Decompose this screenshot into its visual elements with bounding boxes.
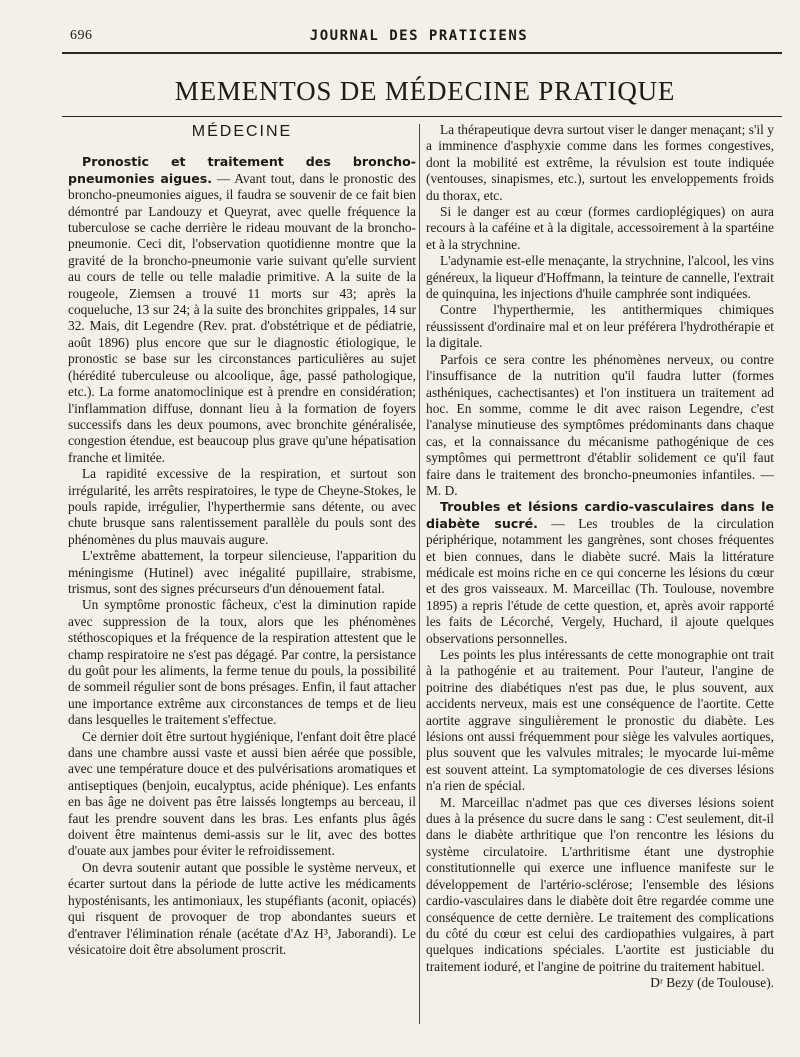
paragraph-text: — Avant tout, dans le pronostic des broncho-pneumonies aigues, il faudra se souvenir de ce fait bien démontré par Landouzy et Queyrat, avec quelle fréquence la tuberculose se cache derrière le rideau mouvant de la broncho-pneumonie. Ceci dit, l'observation quotidienne montre que la gravité de la broncho-pneumonie varie suivant qu'elle survient au cours de telle ou telle maladie primitive. A la suite de la rougeole, Ziemsen a trouvé 11 morts sur 43; après la coqueluche, 13 sur 24; à la suite des bronchites grippales, 14 sur 32. Mais, dit Legendre (Rev. prat. d'obstétrique et de pédiatrie, août 1896) plus encore que sur le diagnostic étiologique, le pronostic se base sur les circonstances particulières au sujet (hérédité tuberculeuse ou alcoolique, âge, passé pathologique, etc.). La forme anatomoclinique est à prendre en considération; l'inflammation diffuse, donnant lieu à la formation de foyers successifs dans les deux poumons, avec bronchite généralisée, congestion étendue, est beaucoup plus grave qu'une hépatisation franche et limitée. xyxy=(68,170,416,465)
column-divider xyxy=(419,124,420,1024)
paragraph-text: L'adynamie est-elle menaçante, la strychnine, l'alcool, les vins généreux, la liqueur d'Hoffmann, la teinture de cannelle, l'extrait de quinquina, les injections d'huile camphrée sont indiquées. xyxy=(426,253,774,302)
paragraph xyxy=(426,204,774,253)
paragraph xyxy=(426,352,774,500)
right-column-text xyxy=(426,122,774,992)
article-headline: Pronostic et traitement des broncho-pneumonies aigues. xyxy=(68,154,416,186)
paragraph xyxy=(426,795,774,975)
journal-name: JOURNAL DES PRATICIENS xyxy=(309,28,529,44)
paragraph-text: Les points les plus intéressants de cette monographie ont trait à la pathogénie et au traitement. Pour l'auteur, l'angine de poitrine des diabétiques n'est pas due, le plus souvent, aux accidents nerveux, mais est une conséquence de l'aortite. Cette aortite aggrave singulièrement le pronostic du diabète. Les lésions ont aussi fréquemment pour siège les valvules aortiques, plus souvent que les valvules mitrales; le myocarde lui-même est souvent atteint. La symptomatologie de ces diverses lésions n'a rien de spécial. xyxy=(426,647,774,794)
page-number: 696 xyxy=(70,28,93,43)
paragraph-text: On devra soutenir autant que possible le système nerveux, et écarter surtout dans la période de lutte active les médicaments hyposténisants, les antimoniaux, les stupéfiants (aconit, opiacés) qui risquent de provoquer de trop abondantes sueurs et d'entraver l'élimination rénale (acétate d'Az H³, Jaborandi). Le vésicatoire doit être absolument proscrit. xyxy=(68,859,416,957)
paragraph-text: Si le danger est au cœur (formes cardioplégiques) on aura recours à la caféine et à la digitale, accessoirement à la spartéine et à la strychnine. xyxy=(426,204,774,252)
title-rule xyxy=(62,116,782,117)
section-title: MÉDECINE xyxy=(191,123,293,140)
running-header xyxy=(58,28,780,50)
paragraph xyxy=(426,302,774,351)
paragraph xyxy=(426,253,774,302)
left-column xyxy=(68,122,416,1034)
paragraph-text: — Les troubles de la circulation périphérique, notamment les gangrènes, sont choses fréquentes et bien connues, dans le diabète sucré. Mais la littérature médicale est moins riche en ce qui concerne les lésions du cœur et des gros vaisseaux. M. Marceillac (Th. Toulouse, novembre 1895) a repris l'étude de cette question, et, après avoir rapporté les faits de Lécorché, Vergely, Huchard, il ajoute quelques observations personnelles. xyxy=(426,515,774,646)
paragraph-text: Un symptôme pronostic fâcheux, c'est la diminution rapide avec suppression de la toux, alors que les phénomènes stéthoscopiques et la fréquence de la respiration attestent que le champ respiratoire ne s'est pas dégagé. Par contre, la persistance du goût pour les aliments, la ferme tenue du pouls, la possibilité de sommeil régulier sont de bons présages. Enfin, il faut attacher une importance extrême aux circonstances de temps et de lieu dans lesquelles le traitement s'effectue. xyxy=(68,597,416,728)
paragraph xyxy=(68,597,416,728)
paragraph-text: La thérapeutique devra surtout viser le danger menaçant; s'il y a imminence d'asphyxie comme dans les formes congestives, dont la mobilité est extrême, la révulsion est toute indiquée (ventouses, sinapismes, etc.), surtout les enveloppements froids du thorax, etc. xyxy=(426,122,774,203)
paragraph-text: M. Marceillac n'admet pas que ces diverses lésions soient dues à la présence du sucre dans le sang : C'est seulement, dit-il dans le diabète arthritique que l'on rencontre les lésions du système circulatoire. L'arthritisme étant une dystrophie constitutionnelle qui exerce une influence manifeste sur le développement de l'artério-sclérose; l'ensemble des lésions cardio-vasculaires dans le diabète doit être regardée comme une conséquence de cette dernière. Le traitement des complications du côté du cœur est celui des cardiopathies vulgaires, à part quelques indications spéciales. L'aortite est justiciable du traitement ioduré, et l'angine de poitrine du traitement habituel. xyxy=(426,794,774,974)
paragraph xyxy=(68,729,416,860)
paragraph xyxy=(68,548,416,597)
paragraph-text: L'extrême abattement, la torpeur silencieuse, l'apparition du méningisme (Hutinel) avec inégalité pupillaire, strabisme, trismus, sont des signes précurseurs d'un dénouement fatal. xyxy=(68,548,416,596)
paragraph xyxy=(68,466,416,548)
page-title: MEMENTOS DE MÉDECINE PRATIQUE xyxy=(174,76,676,106)
right-column xyxy=(426,122,774,1034)
author-signature: Dʳ Bezy (de Toulouse). xyxy=(650,975,774,991)
paragraph-text: Parfois ce sera contre les phénomènes nerveux, ou contre l'insuffisance de la nutrition qu'il faudra lutter (formes asthéniques, cachectisantes) et l'on instituera un traitement ad hoc. En somme, comme le dit avec raison Legendre, c'est l'analyse minutieuse des symptômes prédominants dans chaque cas, et la connaissance du mécanisme pathogénique de ces symptômes qui permettront d'établir solidement ce qu'il faut faire dans le traitement des broncho-pneumonies infantiles. — M. D. xyxy=(426,351,774,498)
paragraph xyxy=(426,975,774,991)
left-column-text xyxy=(68,154,416,958)
paragraph-text: La rapidité excessive de la respiration, et surtout son irrégularité, les arrêts respiratoires, le type de Cheyne-Stokes, le pouls rapide, irrégulier, l'hyperthermie sans détente, ou avec chute brusque sans ralentissement parallèle du pouls sont des phénomènes du plus mauvais augure. xyxy=(68,466,416,547)
article-headline: Troubles et lésions cardio-vasculaires dans le diabète sucré. xyxy=(426,499,774,531)
paragraph xyxy=(426,499,774,647)
paragraph xyxy=(426,122,774,204)
paragraph xyxy=(68,154,416,466)
paragraph xyxy=(68,860,416,958)
paragraph xyxy=(426,647,774,795)
paragraph-text: Ce dernier doit être surtout hygiénique, l'enfant doit être placé dans une chambre aussi vaste et aussi bien aérée que possible, avec une température douce et des pulvérisations aromatiques et antiseptiques (benjoin, eucalyptus, acide phénique). Les enfants en bas âge ne doivent pas être laissés longtemps au berceau, il faut les prendre souvent dans les bras. Les enfants plus âgés doivent être maintenus demi-assis sur le lit, avec des bottes d'ouate aux jambes pour éviter le refroidissement. xyxy=(68,728,416,859)
paragraph-text: Contre l'hyperthermie, les antithermiques chimiques réussissent d'ordinaire mal et on leur préférera l'hydrothérapie et la digitale. xyxy=(426,302,774,351)
header-rule xyxy=(62,52,782,54)
